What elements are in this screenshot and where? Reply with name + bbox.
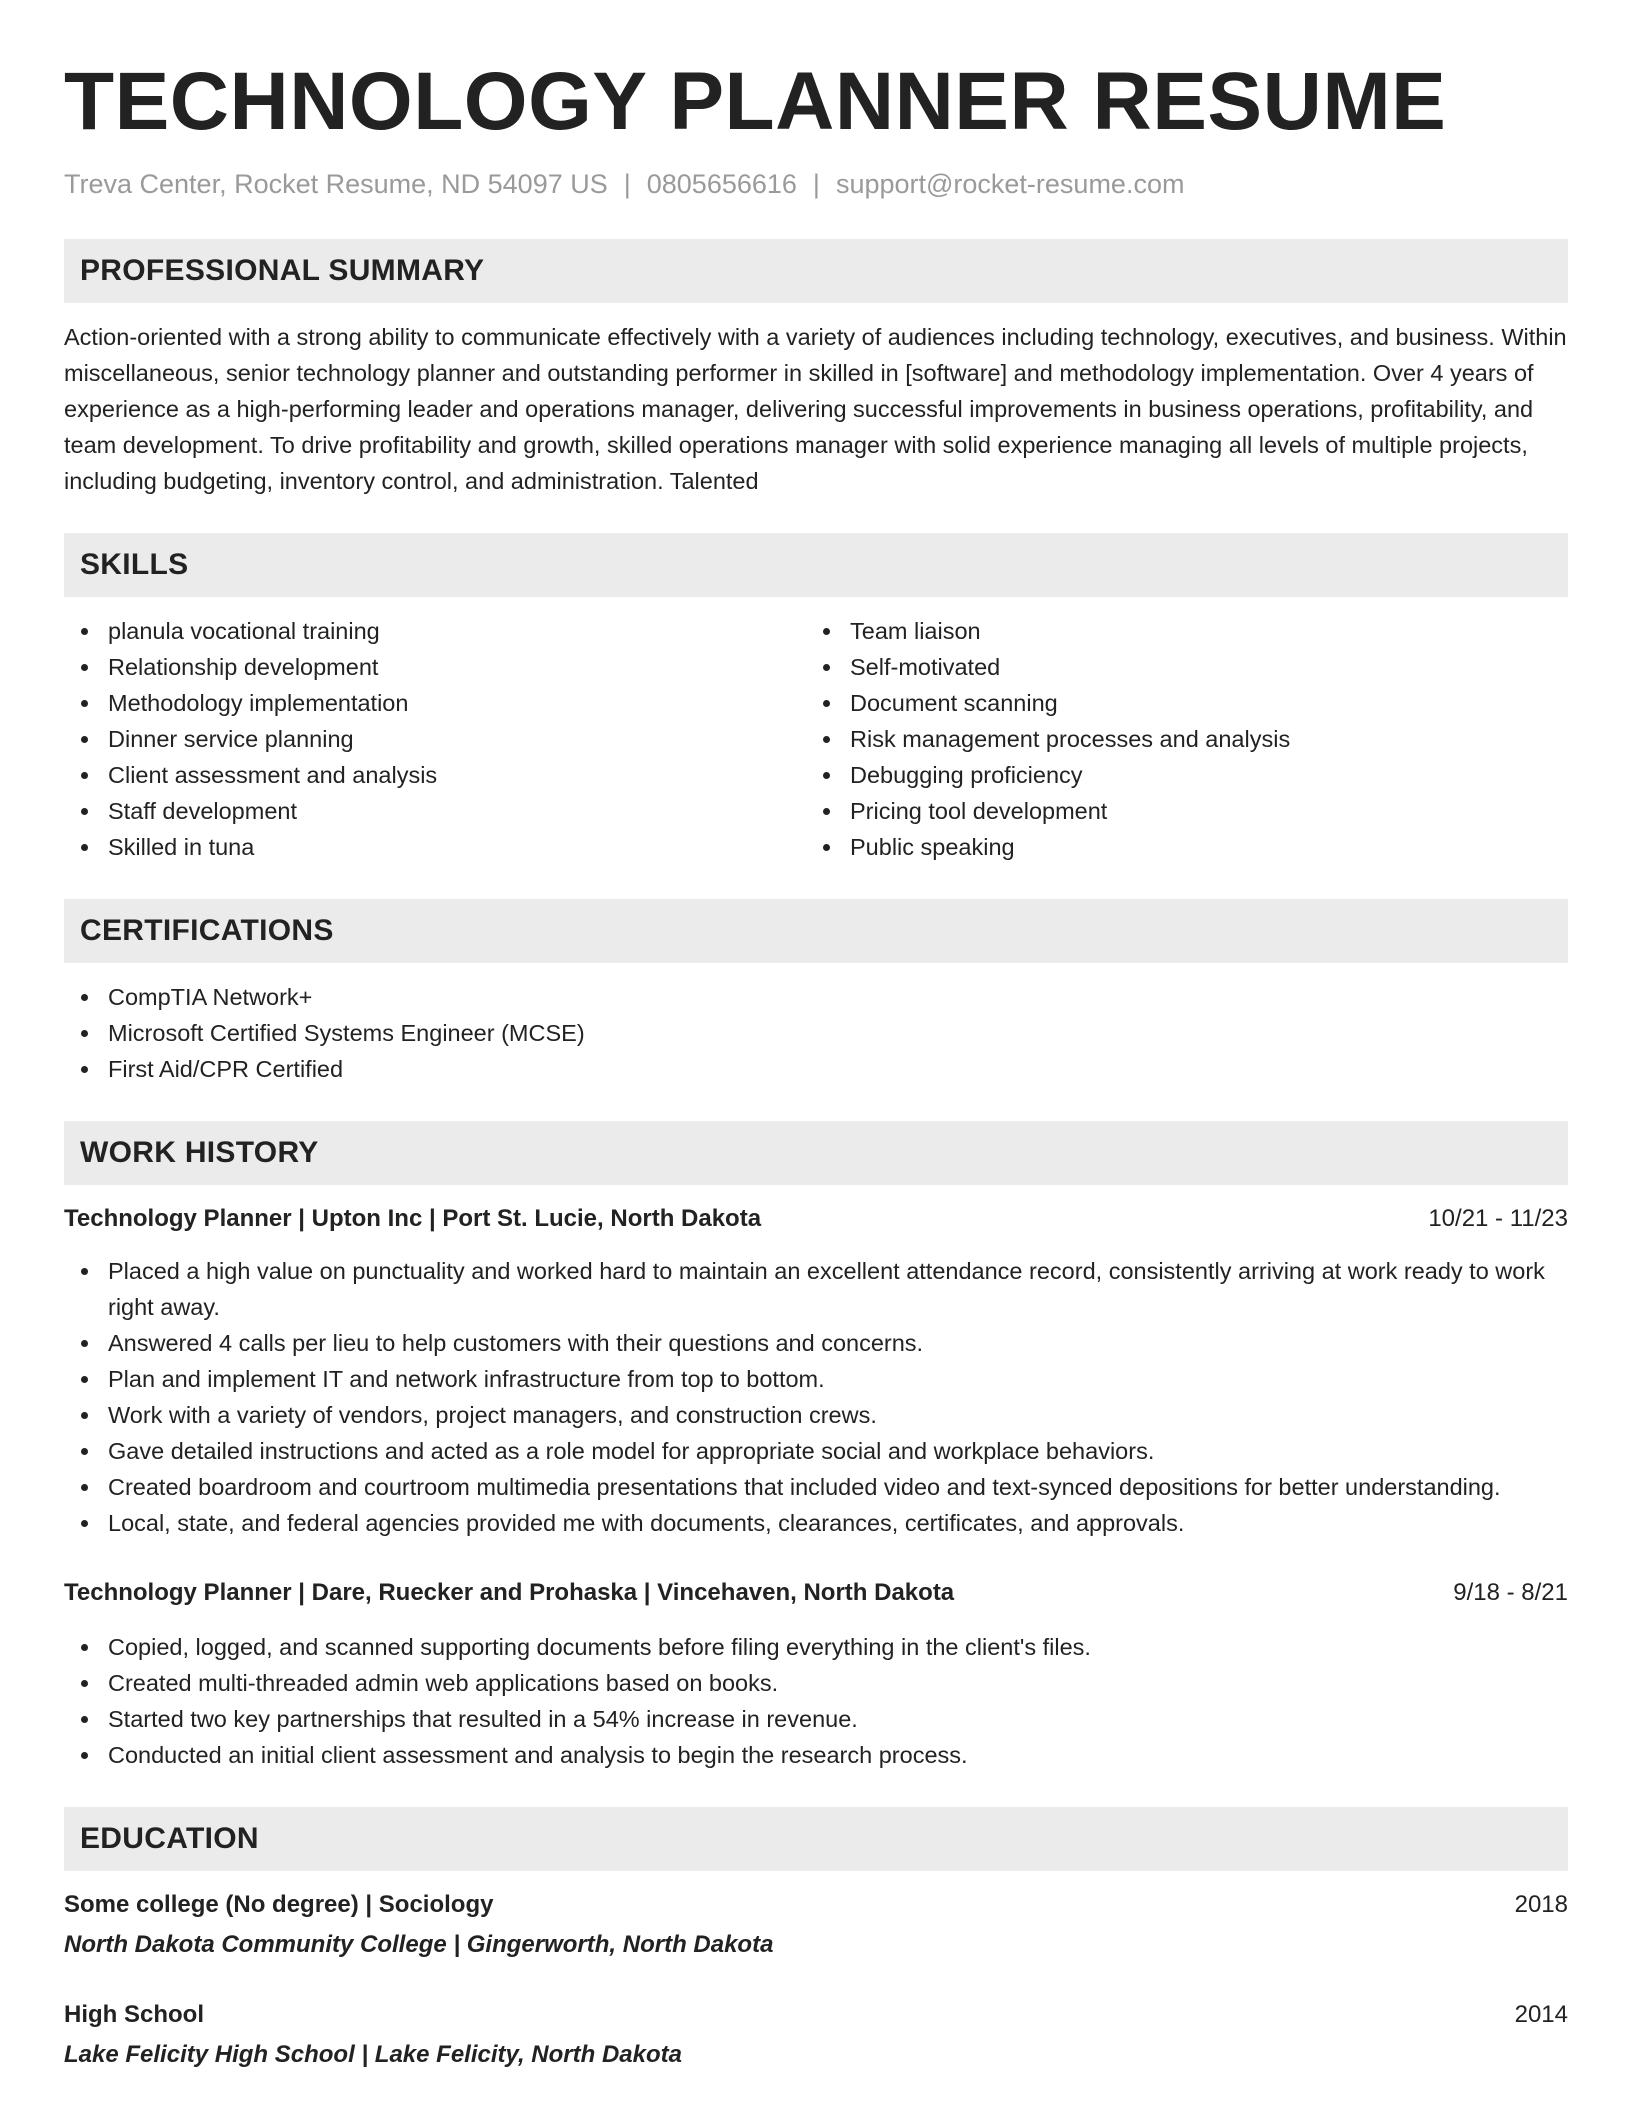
education-year: 2014 [1514, 2001, 1568, 2028]
skill-item: Pricing tool development [806, 793, 1548, 829]
job-dates: 10/21 - 11/23 [1428, 1205, 1568, 1232]
education-school: North Dakota Community College | Gingerworth, North Dakota [64, 1931, 774, 1958]
job-bullet: Copied, logged, and scanned supporting documents before filing everything in the client's files. [64, 1629, 1568, 1665]
job-bullet: Plan and implement IT and network infrastructure from top to bottom. [64, 1361, 1568, 1397]
job-dates: 9/18 - 8/21 [1453, 1579, 1568, 1606]
contact-line [64, 166, 1568, 202]
section-heading-work-history: WORK HISTORY [64, 1121, 1568, 1185]
job-bullets [64, 1629, 1568, 1773]
resume-title: TECHNOLOGY PLANNER RESUME [64, 56, 1447, 147]
skill-item: Relationship development [64, 649, 806, 685]
summary-text: Action-oriented with a strong ability to communicate effectively with a variety of audiences including technology, executives, and business. Within miscellaneous, senior technology planner and outstanding performer in skilled in [software] and methodology implementation. Over 4 years of experience as a high-performing leader and operations manager, delivering successful improvements in business operations, profitability, and team development. To drive profitability and growth, skilled operations manager with solid experience managing all levels of multiple projects, including budgeting, inventory control, and administration. Talented [64, 324, 1567, 494]
job-bullet: Placed a high value on punctuality and worked hard to maintain an excellent attendance record, consistently arriving at work ready to work right away. [64, 1253, 1568, 1325]
education-school: Lake Felicity High School | Lake Felicity, North Dakota [64, 2041, 682, 2068]
skill-item: Risk management processes and analysis [806, 721, 1548, 757]
job-bullet: Work with a variety of vendors, project managers, and construction crews. [64, 1397, 1568, 1433]
skill-item: Staff development [64, 793, 806, 829]
contact-separator: | [623, 169, 631, 199]
skill-item: Debugging proficiency [806, 757, 1548, 793]
skills-column-left [64, 613, 806, 865]
skill-item: Team liaison [806, 613, 1548, 649]
education-degree: Some college (No degree) | Sociology [64, 1891, 494, 1918]
contact-separator: | [812, 169, 820, 199]
skill-item: Public speaking [806, 829, 1548, 865]
job-bullet: Started two key partnerships that resulted in a 54% increase in revenue. [64, 1701, 1568, 1737]
skill-item: Skilled in tuna [64, 829, 806, 865]
job-entry [64, 1575, 1568, 1773]
job-bullet: Created multi-threaded admin web applications based on books. [64, 1665, 1568, 1701]
skill-item: Methodology implementation [64, 685, 806, 721]
education-degree: High School [64, 2001, 204, 2028]
job-bullet: Local, state, and federal agencies provided me with documents, clearances, certificates, and approvals. [64, 1505, 1568, 1541]
job-bullet: Conducted an initial client assessment and analysis to begin the research process. [64, 1737, 1568, 1773]
job-title: Technology Planner | Dare, Ruecker and Prohaska | Vincehaven, North Dakota [64, 1579, 955, 1606]
contact-phone: 0805656616 [646, 169, 797, 199]
skills-list [64, 613, 1568, 865]
skill-item: planula vocational training [64, 613, 806, 649]
skill-item: Dinner service planning [64, 721, 806, 757]
certifications-list [64, 979, 1568, 1087]
education-entry [64, 1997, 1568, 2073]
contact-email: support@rocket-resume.com [835, 169, 1185, 199]
job-title: Technology Planner | Upton Inc | Port St. Lucie, North Dakota [64, 1205, 762, 1232]
section-heading-education: EDUCATION [64, 1807, 1568, 1871]
contact-address: Treva Center, Rocket Resume, ND 54097 US [64, 169, 608, 199]
skill-item: Client assessment and analysis [64, 757, 806, 793]
section-heading-summary: PROFESSIONAL SUMMARY [64, 239, 1568, 303]
job-bullet: Answered 4 calls per lieu to help customers with their questions and concerns. [64, 1325, 1568, 1361]
skill-item: Document scanning [806, 685, 1548, 721]
job-bullets [64, 1253, 1568, 1541]
job-header [64, 1201, 1568, 1237]
skills-column-right [806, 613, 1548, 865]
education-entry [64, 1887, 1568, 1963]
education-year: 2018 [1514, 1891, 1568, 1918]
job-entry [64, 1201, 1568, 1541]
skill-item: Self-motivated [806, 649, 1548, 685]
certification-item: First Aid/CPR Certified [64, 1051, 1568, 1087]
section-heading-skills: SKILLS [64, 533, 1568, 597]
education-header [64, 1887, 1568, 1923]
job-header [64, 1575, 1568, 1611]
certification-item: Microsoft Certified Systems Engineer (MCSE) [64, 1015, 1568, 1051]
job-bullet: Created boardroom and courtroom multimedia presentations that included video and text-synced depositions for better understanding. [64, 1469, 1568, 1505]
education-header [64, 1997, 1568, 2033]
section-heading-certifications: CERTIFICATIONS [64, 899, 1568, 963]
resume-page [64, 52, 1568, 2073]
certification-item: CompTIA Network+ [64, 979, 1568, 1015]
job-bullet: Gave detailed instructions and acted as a role model for appropriate social and workplace behaviors. [64, 1433, 1568, 1469]
